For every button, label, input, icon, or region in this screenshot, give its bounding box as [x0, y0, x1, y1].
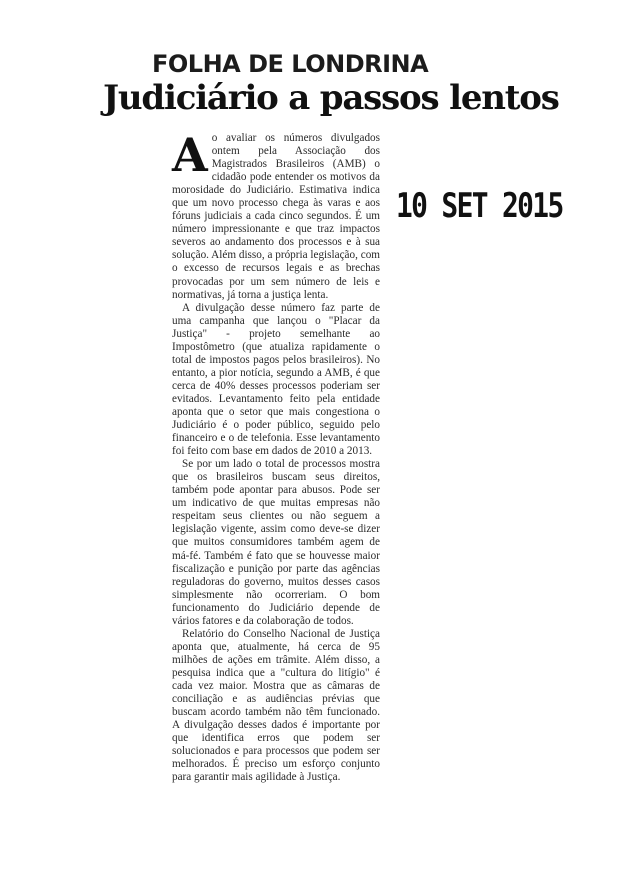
newspaper-name: FOLHA DE LONDRINA: [152, 50, 429, 78]
drop-cap: A: [172, 128, 208, 182]
article-paragraph: [172, 128, 380, 302]
article-body: [172, 128, 380, 784]
article-paragraph: A divulgação desse número faz parte de uma campanha que lançou o "Placar da Justiça" - projeto semelhante ao Impostômetro (que atualiza rapidamente o total de impostos pagos pelos brasileiros). No entanto, a pior notícia, segundo a AMB, é que cerca de 40% desses processos poderiam ser evitados. Levantamento feito pela entidade aponta que o setor que mais congestiona o Judiciário é o poder público, seguido pelo financeiro e o de telefonia. Esse levantamento foi feito com base em dados de 2010 a 2013.: [172, 301, 380, 458]
article-paragraph: Se por um lado o total de processos mostra que os brasileiros buscam seus direitos, também pode apontar para abusos. Pode ser um indicativo de que muitas empresas não respeitam seus clientes ou não seguem a legislação vigente, assim como deve-se dizer que muitos consumidores também agem de má-fé. Também é fato que se houvesse maior fiscalização e punição por parte das agências reguladoras do governo, muitos desses casos simplesmente não ocorreriam. O bom funcionamento do Judiciário depende de vários fatores e da colaboração de todos.: [172, 458, 380, 627]
headline: Judiciário a passos lentos: [103, 78, 559, 118]
article-paragraph: Relatório do Conselho Nacional de Justiça aponta que, atualmente, há cerca de 95 milhões de ações em trâmite. Além disso, a pesquisa indica que a "cultura do litígio" é cada vez maior. Mostra que as câmaras de conciliação e as audiências prévias que buscam acordo também não têm funcionado. A divulgação desses dados é importante por que identifica erros que podem ser solucionados e para processos que podem ser melhorados. É preciso um esforço conjunto para garantir mais agilidade à Justiça.: [172, 627, 380, 784]
date-stamp: 10 SET 2015: [396, 186, 563, 226]
paragraph-text: o avaliar os números divulgados ontem pela Associação dos Magistrados Brasileiros (AMB) o cidadão pode entender os motivos da morosidade do Judiciário. Estimativa indica que um novo processo chega às varas e aos fóruns judiciais a cada cinco segundos. É um número impressionante e que traz impactos severos ao andamento dos processos e à sua solução. Além disso, a própria legislação, com o excesso de recursos legais e as brechas provocadas por um sem número de leis e normativas, já torna a justiça lenta.: [172, 132, 380, 301]
